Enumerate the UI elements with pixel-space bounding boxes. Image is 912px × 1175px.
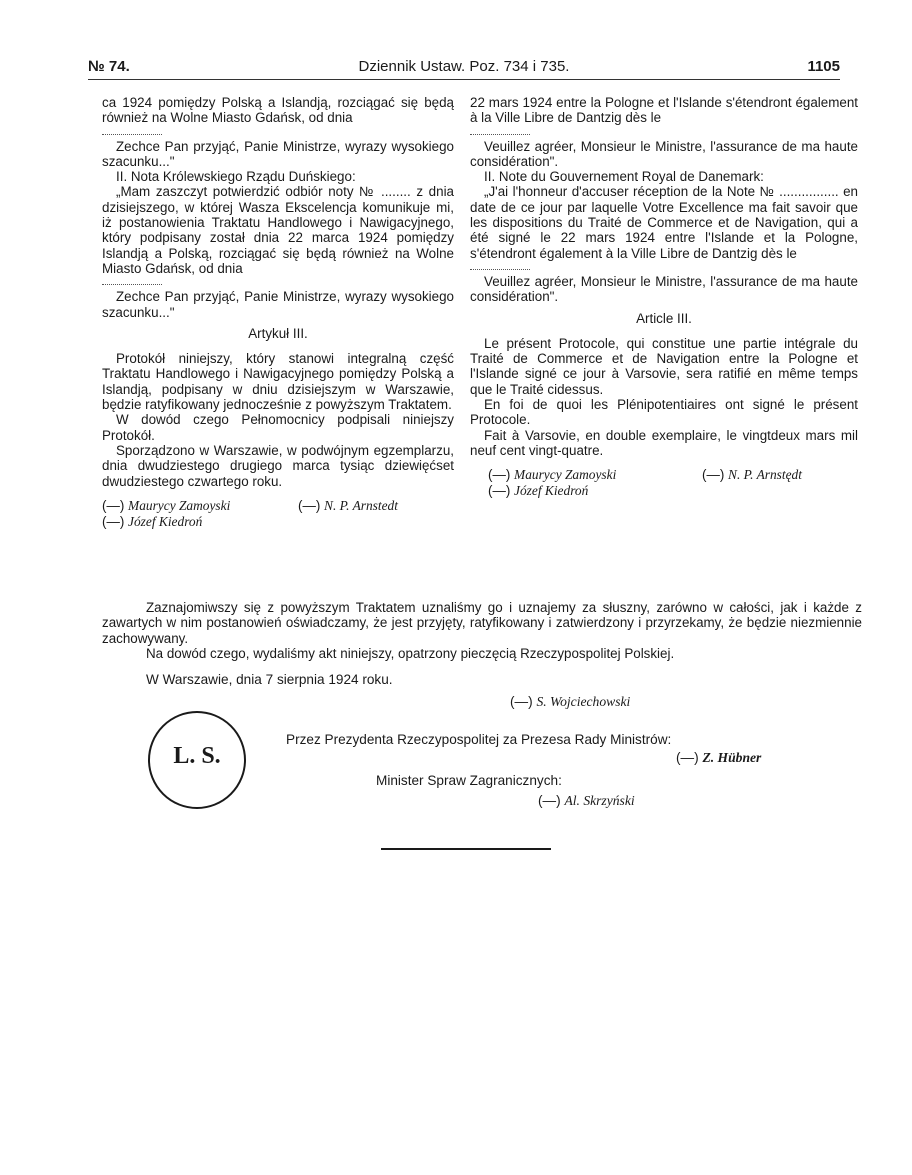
signature-dash: (—): [538, 793, 561, 808]
signature-row: [102, 498, 454, 514]
signature-dash: (—): [102, 513, 125, 529]
paragraph: Veuillez agréer, Monsieur le Ministre, l'assurance de ma haute considération".: [470, 138, 858, 169]
ratification-text: [102, 600, 862, 661]
date-blank: [470, 261, 530, 270]
paragraph: W dowód czego Pełnomocnicy podpisali niniejszy Protokół.: [102, 412, 454, 443]
paragraph: Fait à Varsovie, en double exemplaire, le vingtdeux mars mil neuf cent vingt-quatre.: [470, 427, 858, 458]
article-title: Article III.: [636, 310, 692, 326]
signature-row: [470, 483, 858, 499]
date-blank: [102, 126, 162, 135]
signature-dash: (—): [676, 750, 699, 765]
signature-dash: (—): [488, 483, 511, 499]
signature-dash: (—): [702, 467, 725, 483]
signature-row: [102, 514, 454, 530]
page-header: [88, 58, 840, 80]
signature-name: S. Wojciechowski: [536, 694, 631, 709]
paragraph: Zechce Pan przyjąć, Panie Ministrze, wyrazy wysokiego szacunku...": [102, 138, 454, 169]
issue-number: № 74.: [88, 58, 130, 75]
pm-signature: [676, 750, 761, 766]
header-rule: [88, 79, 840, 80]
page-number: 1105: [807, 58, 840, 75]
seal-text: L. S.: [173, 743, 221, 769]
countersign-line: Przez Prezydenta Rzeczypospolitej za Prezesa Rady Ministrów:: [286, 732, 672, 747]
signature-dash: (—): [510, 694, 533, 709]
locus-sigilli-seal: [148, 711, 246, 809]
signature-name: N. P. Arnstedt: [324, 497, 398, 513]
president-signature: [510, 694, 630, 710]
journal-title: Dziennik Ustaw. Poz. 734 i 735.: [358, 58, 570, 75]
signature-dash: (—): [488, 467, 511, 483]
date-blank: [102, 276, 162, 285]
polish-column: [102, 95, 454, 530]
french-column: [470, 95, 858, 499]
article-title: Artykuł III.: [248, 325, 308, 341]
paragraph: En foi de quoi les Plénipotentiaires ont signé le présent Protocole.: [470, 397, 858, 428]
paragraph: Protokół niniejszy, który stanowi integralną część Traktatu Handlowego i Nawigacyjnego pomiędzy Polską a Islandją, podpisany w dniu dzisiejszym w Warszawie, będzie ratyfikowany jednocześnie z powyższym Traktatem.: [102, 351, 454, 413]
paragraph: ca 1924 pomiędzy Polską a Islandją, rozciągać się będą również na Wolne Miasto Gdańsk, od dnia: [102, 95, 454, 126]
date-blank: [470, 126, 530, 135]
ratification-date: W Warszawie, dnia 7 sierpnia 1924 roku.: [146, 672, 393, 687]
minister-line: Minister Spraw Zagranicznych:: [376, 773, 562, 788]
signature-name: Al. Skrzyński: [564, 793, 635, 808]
paragraph: Na dowód czego, wydaliśmy akt niniejszy, opatrzony pieczęcią Rzeczypospolitej Polskiej.: [146, 645, 675, 661]
paragraph: „Mam zaszczyt potwierdzić odbiór noty № ........ z dnia dzisiejszego, w której Wasza Ekscelencja komunikuje mi, iż postanowienia Traktatu Handlowego i Nawigacyjnego, który podpisany został dnia 22 marca 1924 pomiędzy Islandją a Polską, rozciągać się będą również na Wolne Miasto Gdańsk, od dnia: [102, 184, 454, 276]
fm-signature: [538, 793, 635, 809]
paragraph: Veuillez agréer, Monsieur le Ministre, l'assurance de ma haute considération".: [470, 273, 858, 305]
signature-row: [470, 467, 858, 483]
paragraph: Zechce Pan przyjąć, Panie Ministrze, wyrazy wysokiego szacunku...": [102, 289, 454, 320]
signature-name: Maurycy Zamoyski: [514, 467, 617, 483]
paragraph: Zaznajomiwszy się z powyższym Traktatem uznaliśmy go i uznajemy za słuszny, zarówno w całości, jak i każde z zawartych w nim postanowień oświadczamy, że jest przyjęty, ratyfikowany i zatwierdzony i przyrzekamy, że będzie niezmiennie zachowywany.: [102, 600, 862, 646]
signature-name: Józef Kiedroń: [128, 513, 203, 529]
signature-name: N. P. Arnstędt: [728, 467, 802, 483]
signature-name: Z. Hübner: [702, 750, 762, 765]
note-heading: II. Note du Gouvernement Royal de Danemark:: [484, 169, 764, 185]
paragraph: „J'ai l'honneur d'accuser réception de la Note № ................ en date de ce jour par laquelle Votre Excellence ma fait savoir que les dispositions du Traité de Commerce et de Navigation, qui a été signé le 22 mars 1924 entre l'Islande et la Pologne, s'étendront également à la Ville Libre de Dantzig dès le: [470, 184, 858, 261]
signature-name: Józef Kiedroń: [514, 483, 589, 499]
paragraph: Sporządzono w Warszawie, w podwójnym egzemplarzu, dnia dwudziestego drugiego marca tysiąc dziewięćset dwudziestego czwartego roku.: [102, 442, 454, 489]
end-rule: [381, 848, 551, 850]
signature-dash: (—): [298, 497, 321, 513]
signature-name: Maurycy Zamoyski: [128, 497, 231, 513]
signature-dash: (—): [102, 497, 125, 513]
paragraph: Le présent Protocole, qui constitue une partie intégrale du Traité de Commerce et de Navigation entre la Pologne et l'Islande signé ce jour à Varsovie, sera ratifié en même temps que le Traité cidessus.: [470, 335, 858, 397]
paragraph: 22 mars 1924 entre la Pologne et l'Islande s'étendront également à la Ville Libre de Dantzig dès le: [470, 95, 858, 126]
note-heading: II. Nota Królewskiego Rządu Duńskiego:: [116, 169, 356, 185]
